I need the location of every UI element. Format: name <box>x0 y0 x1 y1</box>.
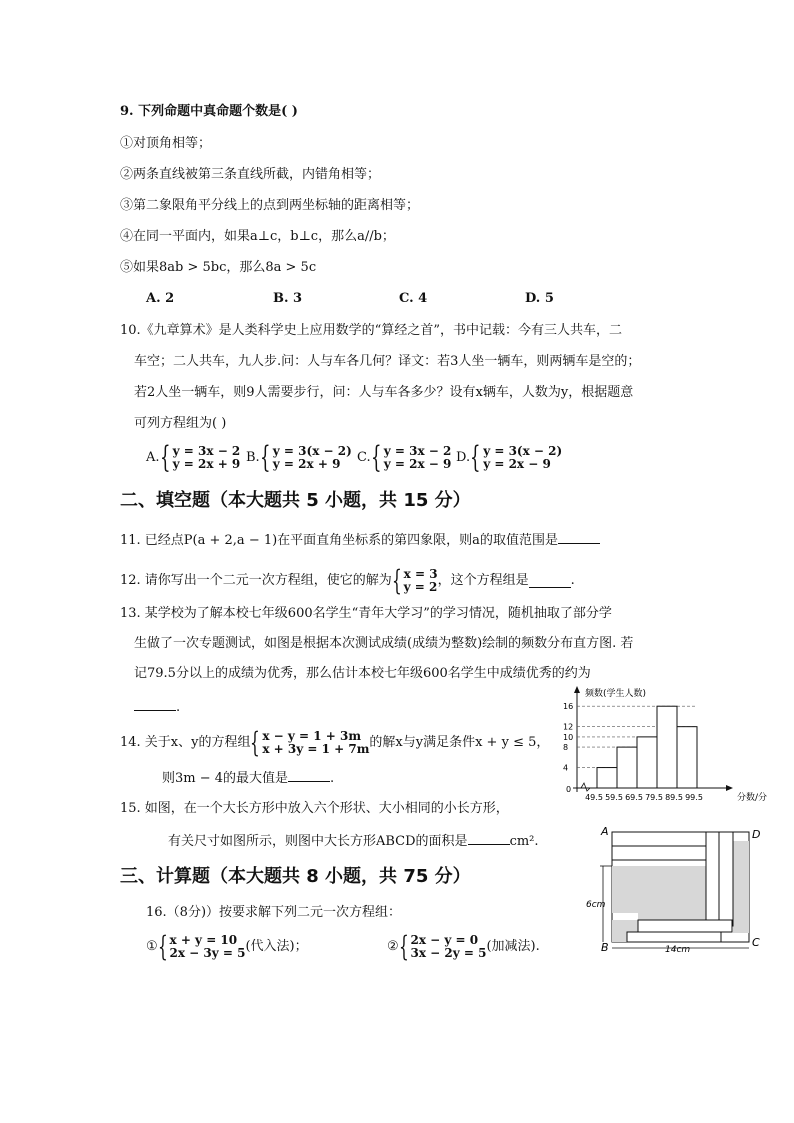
y-tick-label: 4 <box>563 763 569 773</box>
q10-option-b-label: B. <box>246 450 260 465</box>
x-tick-label: 69.5 <box>625 793 643 802</box>
small-rectangle <box>612 846 706 860</box>
histogram-bar <box>657 706 677 788</box>
q10-option-c-label: C. <box>357 450 371 465</box>
q11-text: 11. 已经点P(a + 2,a − 1)在平面直角坐标系的第四象限，则a的取值范围是 <box>120 533 558 548</box>
q12-eq1: x = 3 <box>403 567 438 581</box>
y-tick-label: 10 <box>563 732 574 742</box>
x-tick-label: 59.5 <box>605 793 623 802</box>
q9-item-4: ④在同一平面内，如果a⊥c，b⊥c，那么a//b； <box>120 229 395 244</box>
q13-end: . <box>176 700 181 715</box>
q13-line-1: 13. 某学校为了解本校七年级600名学生“青年大学习”的学习情况，随机抽取了部分学 <box>120 606 612 621</box>
brace-icon: { <box>250 726 261 759</box>
q9-item-1: ①对顶角相等； <box>120 136 212 151</box>
q15-line-2-text: 有关尺寸如图所示，则图中大长方形ABCD的面积是 <box>168 834 468 849</box>
q16-part-1-num: ① <box>146 939 158 954</box>
q10-a-eq2: y = 2x + 9 <box>172 457 241 471</box>
small-rectangle <box>706 832 719 926</box>
small-rectangle <box>638 920 732 932</box>
x-tick-label: 79.5 <box>645 793 663 802</box>
q14-text-after: 的解x与y满足条件x + y ≤ 5， <box>369 735 550 750</box>
x-tick-label: 49.5 <box>585 793 603 802</box>
q16-p1-eq1: x + y = 10 <box>169 933 238 947</box>
brace-icon: { <box>259 440 271 475</box>
q12-text: 12. 请你写出一个二元一次方程组，使它的解为 <box>120 573 392 588</box>
small-rectangle <box>719 832 733 926</box>
q10-line-2: 车空；二人共车，九人步.问：人与车各几何？译文：若3人坐一辆车，则两辆车是空的； <box>134 354 641 369</box>
q13-line-4 <box>134 697 180 717</box>
q16-p2-eq1: 2x − y = 0 <box>410 933 479 947</box>
q10-d-eq1: y = 3(x − 2) <box>483 444 563 458</box>
q10-b-eq2: y = 2x + 9 <box>272 457 341 471</box>
histogram-bar <box>637 737 657 788</box>
q13-answer-blank[interactable] <box>134 697 176 711</box>
q12-eq2: y = 2 <box>403 580 438 594</box>
q16-part-1 <box>146 932 308 962</box>
q10-line-1: 10.《九章算术》是人类科学史上应用数学的“算经之首”，书中记载：今有三人共车，二 <box>120 323 622 338</box>
brace-icon: { <box>370 440 382 475</box>
origin-label: 0 <box>566 785 572 794</box>
label-b: B <box>601 941 609 954</box>
q10-c-eq1: y = 3x − 2 <box>383 444 452 458</box>
q11 <box>120 530 600 550</box>
frequency-histogram <box>555 684 785 804</box>
q10-a-eq1: y = 3x − 2 <box>172 444 241 458</box>
q9-option-c: C. 4 <box>399 291 428 306</box>
q9-item-2: ②两条直线被第三条直线所截，内错角相等； <box>120 167 381 182</box>
q9-option-a: A. 2 <box>146 291 175 306</box>
q10-option-d-label: D. <box>456 450 471 465</box>
x-tick-label: 89.5 <box>665 793 683 802</box>
label-c: C <box>752 936 760 949</box>
height-label: 6cm <box>586 900 606 910</box>
section-3-title: 三、计算题（本大题共 8 小题，共 75 分） <box>120 866 471 887</box>
q9-option-b: B. 3 <box>273 291 303 306</box>
q16-part-1-note: (代入法)； <box>245 939 308 954</box>
width-label: 14cm <box>665 945 691 954</box>
q14-line-2 <box>162 768 334 788</box>
small-rectangle <box>612 832 706 846</box>
q10-line-3: 若2人坐一辆车，则9人需要步行，问：人与车各多少？设有x辆车，人数为y，根据题意 <box>134 385 634 400</box>
q10-option-b <box>246 440 352 475</box>
q9-option-d: D. 5 <box>525 291 554 306</box>
q12-text-after: ，这个方程组是 <box>437 573 529 588</box>
q14-eq2: x + 3y = 1 + 7m <box>262 742 370 756</box>
q14-text: 14. 关于x、y的方程组 <box>120 735 251 750</box>
q14-eq1: x − y = 1 + 3m <box>262 729 362 743</box>
histogram-bar <box>597 768 617 788</box>
shaded-region-left <box>612 866 706 913</box>
q15-answer-blank[interactable] <box>468 831 510 845</box>
q16-p2-eq2: 3x − 2y = 5 <box>410 946 487 960</box>
section-2-title: 二、填空题（本大题共 5 小题，共 15 分） <box>120 490 471 511</box>
shaded-region-right <box>733 841 749 933</box>
brace-icon: { <box>159 440 171 475</box>
q15-line-2 <box>168 831 539 851</box>
q10-option-d <box>456 440 563 475</box>
shaded-region-mid <box>638 913 706 920</box>
q11-answer-blank[interactable] <box>558 530 600 544</box>
q13-line-3: 记79.5分以上的成绩为优秀，那么估计本校七年级600名学生中成绩优秀的约为 <box>134 666 591 681</box>
q14-line-2-text: 则3m − 4的最大值是 <box>162 771 289 786</box>
small-rectangle <box>627 932 721 942</box>
q14 <box>120 728 549 758</box>
q14-answer-blank[interactable] <box>288 768 330 782</box>
q15-unit: cm². <box>509 834 539 849</box>
q10-option-c <box>357 440 452 475</box>
q9-item-5: ⑤如果8ab > 5bc，那么8a > 5c <box>120 260 317 275</box>
q10-b-eq1: y = 3(x − 2) <box>272 444 352 458</box>
label-d: D <box>752 828 761 841</box>
q12-answer-blank[interactable] <box>529 574 571 588</box>
y-tick-label: 8 <box>563 743 569 753</box>
y-axis-arrow-icon <box>574 686 580 693</box>
brace-icon: { <box>398 930 409 963</box>
x-axis-arrow-icon <box>726 785 733 791</box>
y-tick-label: 16 <box>563 702 574 712</box>
q12-end: . <box>570 573 575 588</box>
q16-part-2-note: (加减法). <box>486 939 540 954</box>
label-a: A <box>601 825 609 838</box>
q10-line-4: 可列方程组为( ) <box>134 416 227 431</box>
q15-line-1: 15. 如图，在一个大长方形中放入六个形状、大小相同的小长方形， <box>120 801 509 816</box>
q10-option-a-label: A. <box>146 450 160 465</box>
q10-d-eq2: y = 2x − 9 <box>483 457 551 471</box>
q12 <box>120 566 575 596</box>
x-tick-label: 99.5 <box>685 793 703 802</box>
y-tick-label: 12 <box>563 722 574 732</box>
rectangle-figure <box>585 824 770 954</box>
brace-icon: { <box>391 564 402 597</box>
brace-icon: { <box>157 930 168 963</box>
axis-break-icon <box>581 783 590 791</box>
q16-stem: 16.（8分)）按要求解下列二元一次方程组： <box>146 905 402 920</box>
q16-p1-eq2: 2x − 3y = 5 <box>169 946 246 960</box>
x-axis-label: 分数/分 <box>737 793 768 803</box>
y-axis-label: 频数(学生人数) <box>585 689 647 699</box>
brace-icon: { <box>470 440 481 475</box>
q10-option-a <box>146 440 241 475</box>
q14-end: . <box>330 771 335 786</box>
q13-line-2: 生做了一次专题测试，如图是根据本次测试成绩(成绩为整数)绘制的频数分布直方图. 若 <box>134 636 634 651</box>
histogram-bar <box>617 747 637 788</box>
q16-part-2 <box>387 932 540 962</box>
q10-c-eq2: y = 2x − 9 <box>383 457 452 471</box>
q16-part-2-num: ② <box>387 939 399 954</box>
q9-stem: 9. 下列命题中真命题个数是( ) <box>120 104 298 119</box>
q9-item-3: ③第二象限角平分线上的点到两坐标轴的距离相等； <box>120 198 420 213</box>
histogram-bar <box>677 727 697 788</box>
